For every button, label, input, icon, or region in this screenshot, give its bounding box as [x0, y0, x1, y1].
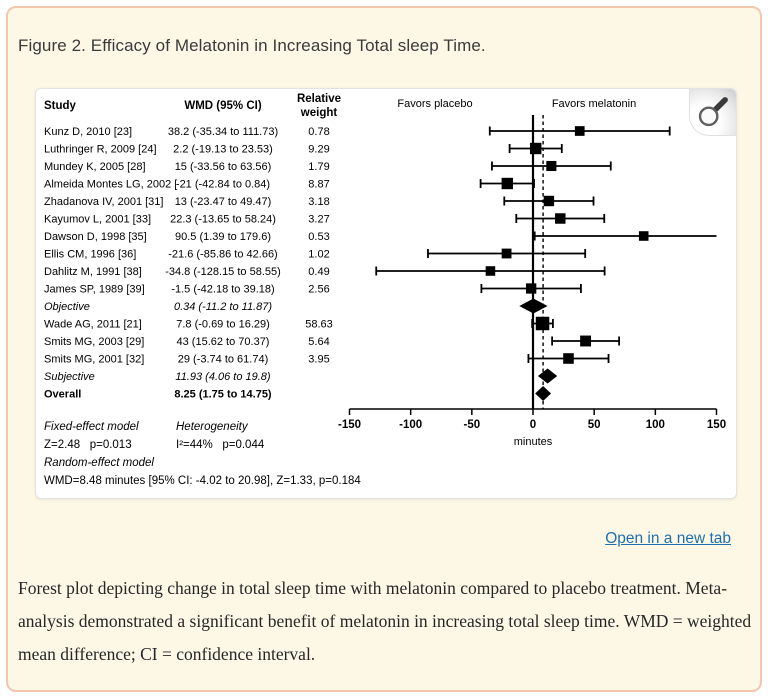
study-name: Kunz D, 2010 [23] — [44, 126, 133, 138]
effect-marker — [546, 161, 556, 171]
wmd-ci-value: 0.34 (-11.2 to 11.87) — [173, 301, 273, 313]
wmd-ci-value: 38.2 (-35.34 to 111.73) — [167, 126, 279, 138]
relative-weight-value: 1.79 — [308, 161, 330, 173]
study-name: James SP, 1989 [39] — [44, 283, 145, 296]
summary-diamond — [538, 369, 557, 384]
magnifier-icon — [694, 93, 732, 131]
effect-marker — [580, 336, 591, 347]
wmd-ci-value: -21 (-42.84 to 0.84) — [175, 178, 271, 191]
study-name: Dawson D, 1998 [35] — [44, 231, 147, 243]
effect-marker — [639, 231, 649, 241]
col-header-weight-1: Relative — [296, 93, 342, 105]
zoom-button[interactable] — [689, 89, 736, 136]
col-header-weight-2: weight — [300, 107, 338, 119]
overall-diamond — [535, 386, 551, 401]
x-tick-label: -150 — [337, 419, 362, 431]
relative-weight-value: 5.64 — [308, 336, 330, 348]
relative-weight-value: 9.29 — [308, 143, 330, 156]
study-name: Dahlitz M, 1991 [38] — [44, 266, 142, 278]
wmd-ci-value: 2.2 (-19.13 to 23.53) — [173, 143, 273, 156]
random-effect-label: Random-effect model — [44, 457, 154, 469]
study-name: Mundey K, 2005 [28] — [44, 161, 146, 173]
open-new-tab-link[interactable]: Open in a new tab — [605, 530, 731, 547]
wmd-ci-value: -21.6 (-85.86 to 42.66) — [168, 248, 278, 261]
wmd-ci-value: 29 (-3.74 to 61.74) — [177, 353, 269, 366]
effect-marker — [536, 317, 550, 331]
x-tick-label: 150 — [706, 419, 727, 431]
wmd-ci-value: 13 (-23.47 to 49.47) — [174, 196, 272, 208]
col-header-wmd: WMD (95% CI) — [184, 100, 262, 112]
wmd-ci-value: 90.5 (1.39 to 179.6) — [174, 231, 272, 243]
relative-weight-value: 0.53 — [308, 231, 330, 243]
effect-marker — [544, 196, 554, 206]
study-name: Luthringer R, 2009 [24] — [44, 143, 157, 156]
relative-weight-value: 8.87 — [308, 178, 330, 191]
forest-plot-svg — [36, 89, 736, 498]
heterogeneity-label: Heterogeneity — [176, 421, 248, 433]
wmd-ci-value: 22.3 (-13.65 to 58.24) — [170, 213, 276, 226]
figure-title: Figure 2. Efficacy of Melatonin in Increasing Total sleep Time. — [18, 36, 486, 55]
study-name: Zhadanova IV, 2001 [31] — [44, 196, 164, 208]
relative-weight-value: 1.02 — [308, 248, 330, 261]
link-row — [605, 530, 731, 548]
x-tick-label: 100 — [645, 419, 665, 431]
relative-weight-value: 3.27 — [308, 213, 330, 226]
effect-marker — [526, 283, 536, 293]
wmd-ci-value: -34.8 (-128.15 to 58.55) — [165, 266, 281, 278]
wmd-ci-value: 7.8 (-0.69 to 16.29) — [176, 318, 270, 331]
relative-weight-value: 3.18 — [308, 196, 330, 208]
heterogeneity-values: I²=44% p=0.044 — [176, 439, 265, 451]
effect-marker — [563, 353, 574, 364]
relative-weight-value: 0.49 — [308, 266, 330, 278]
effect-marker — [555, 213, 565, 223]
study-name: Smits MG, 2001 [32] — [44, 353, 145, 366]
relative-weight-value: 58.63 — [305, 318, 333, 331]
x-tick-label: -100 — [399, 419, 423, 431]
study-name: Almeida Montes LG, 2002 [ — [44, 178, 178, 191]
wmd-ci-value: 8.25 (1.75 to 14.75) — [174, 388, 272, 401]
relative-weight-value: 2.56 — [308, 283, 330, 296]
effect-marker — [502, 178, 513, 189]
x-axis-label: minutes — [513, 436, 553, 448]
wmd-ci-value: 11.93 (4.06 to 19.8) — [175, 371, 271, 383]
wmd-ci-value: -1.5 (-42.18 to 39.18) — [171, 283, 275, 296]
study-name: Ellis CM, 1996 [36] — [44, 248, 137, 261]
study-name: Wade AG, 2011 [21] — [44, 318, 142, 331]
effect-marker — [486, 266, 496, 276]
forest-plot-figure[interactable] — [35, 88, 737, 499]
study-name: Subjective — [44, 371, 95, 383]
effect-marker — [575, 126, 585, 136]
relative-weight-value: 0.78 — [308, 126, 330, 138]
study-name: Smits MG, 2003 [29] — [44, 336, 145, 348]
x-tick-label: -50 — [463, 419, 481, 431]
x-tick-label: 0 — [529, 419, 537, 431]
effect-marker — [530, 143, 541, 154]
random-effect-values: WMD=8.48 minutes [95% CI: -4.02 to 20.98], Z=1.33, p=0.184 — [44, 475, 361, 487]
wmd-ci-value: 15 (-33.56 to 63.56) — [174, 161, 272, 173]
figure-caption: Forest plot depicting change in total sleep time with melatonin compared to placebo treatment. Meta-analysis demonstrated a significant benefit of melatonin in increasing total sleep time. WMD = weighted mean difference; CI = confidence interval. — [18, 578, 752, 664]
relative-weight-value: 3.95 — [308, 353, 330, 366]
study-name: Overall — [44, 388, 82, 401]
wmd-ci-value: 43 (15.62 to 70.37) — [176, 336, 270, 348]
col-header-study: Study — [44, 100, 76, 112]
study-name: Objective — [44, 301, 90, 313]
figure-panel — [6, 6, 762, 692]
favors-placebo-label: Favors placebo — [397, 98, 473, 110]
effect-marker — [502, 249, 512, 259]
fixed-effect-values: Z=2.48 p=0.013 — [44, 439, 132, 451]
study-name: Kayumov L, 2001 [33] — [44, 213, 152, 226]
fixed-effect-label: Fixed-effect model — [44, 421, 139, 433]
favors-melatonin-label: Favors melatonin — [551, 98, 637, 110]
x-tick-label: 50 — [587, 419, 601, 431]
